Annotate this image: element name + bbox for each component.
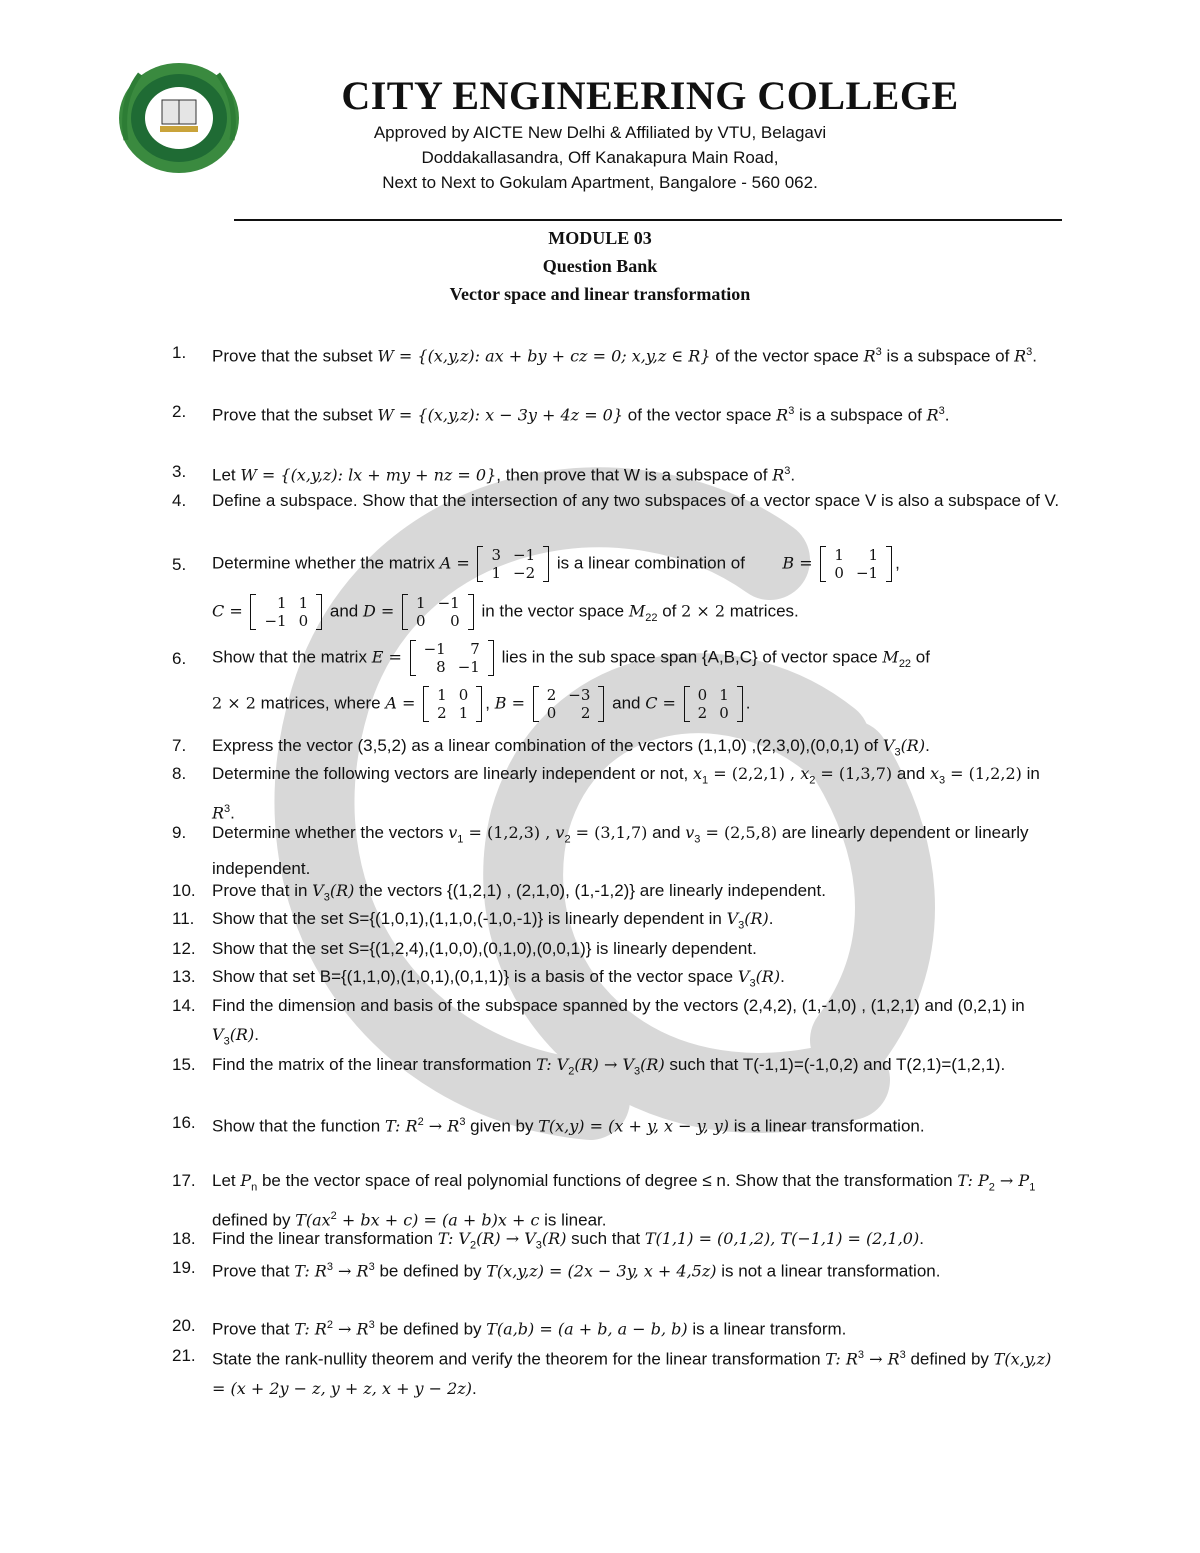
question-19: 19. Prove that T: $R^3 \to R^3$ be defined by T(x,y,z) = (2x − 3y, x + 4,5z) is not a linear transformation. [172, 1258, 941, 1281]
question-2: 2. Prove that the subset W = {(x,y,z): x − 3y + 4z = 0} of the vector space $R^3$ is a subspace of $R^3$. [172, 402, 950, 425]
question-20: 20. Prove that T: $R^2 \to R^3$ be defined by T(a,b) = (a + b, a − b, b) is a linear transform. [172, 1316, 847, 1339]
matrix-q5-a: 3 −1 1 −2 [477, 546, 549, 582]
question-17: 17. Let $P_n$ be the vector space of real polynomial functions of degree ≤ n. Show that the transformation T: $P_2 \to P_1$ defined by $T(ax^2$ + bx + c) = (a + b)x + c is linear. [172, 1171, 1036, 1231]
address-line-3: Next to Next to Gokulam Apartment, Bangalore - 560 062. [382, 173, 818, 192]
address-line-1: Approved by AICTE New Delhi & Affiliated by VTU, Belagavi [373, 123, 827, 142]
matrix-q5-c: 1 1 −1 0 [250, 594, 322, 630]
question-18: 18. Find the linear transformation T: $V_2(R) \to V_3(R)$ such that T(1,1) = (0,1,2), T(−1,1) = (2,1,0). [172, 1229, 924, 1252]
matrix-q5-b: 1 1 0 −1 [820, 546, 892, 582]
question-6: 6. Show that the matrix E = −1 7 8 −1 lies in the sub space span {A,B,C} of vector space $M_{22}$ of [172, 640, 930, 676]
subject-title: Vector space and linear transformation [449, 284, 751, 304]
matrix-q6-e: −1 7 8 −1 [410, 640, 494, 676]
matrix-q5-d: 1 −1 0 0 [402, 594, 474, 630]
question-4: 4. Define a subspace. Show that the intersection of any two subspaces of a vector space V is also a subspace of V. [172, 491, 1060, 510]
header-divider [234, 219, 1062, 221]
question-21: 21. State the rank-nullity theorem and verify the theorem for the linear transformation T: $R^3 \to R^3$ defined by T(x,y,z) = (x + 2y − z, y + z, x + y − 2z). [172, 1346, 1052, 1398]
question-8: 8. Determine the following vectors are linearly independent or not, $x_1 = (2,2,1)$ , $x_2 = (1,3,7)$ and $x_3 = (1,2,2)$ in $R^3$. [172, 764, 1040, 824]
question-12: 12. Show that the set S={(1,2,4),(1,0,0),(0,1,0),(0,0,1)} is linearly dependent. [172, 939, 757, 958]
question-13: 13. Show that set B={(1,1,0),(1,0,1),(0,1,1)} is a basis of the vector space $V_3(R)$. [172, 967, 785, 990]
matrix-q6-b: 2 −3 0 2 [533, 686, 605, 722]
address-line-2: Doddakallasandra, Off Kanakapura Main Road, [421, 148, 779, 167]
question-14: 14. Find the dimension and basis of the subspace spanned by the vectors (2,4,2), (1,-1,0) , (1,2,1) and (0,2,1) in $V_3(R)$. [172, 996, 1025, 1048]
question-11: 11. Show that the set S={(1,0,1),(1,1,0,(-1,0,-1)} is linearly dependent in $V_3(R)$. [172, 909, 774, 932]
question-6-continued: 2 × 2 matrices, where A = 1 0 2 1 , B = 2 −3 0 2 and C = 0 1 2 0 . [212, 686, 751, 722]
question-5-continued: C = 1 1 −1 0 and D = 1 −1 0 0 in the vector space $M_{22}$ of 2 × 2 matrices. [212, 594, 799, 630]
matrix-q6-c: 0 1 2 0 [684, 686, 743, 722]
question-10: 10. Prove that in $V_3(R)$ the vectors {(1,2,1) , (2,1,0), (1,-1,2)} are linearly independent. [172, 881, 826, 904]
question-7: 7. Express the vector (3,5,2) as a linear combination of the vectors (1,1,0) ,(2,3,0),(0,0,1) of $V_3(R)$. [172, 736, 930, 759]
question-9: 9. Determine whether the vectors $v_1 = (1,2,3)$ , $v_2 = (3,1,7)$ and $v_3 = (2,5,8)$ are linearly dependent or linearly independent. [172, 823, 1029, 879]
question-5: 5. Determine whether the matrix A = 3 −1 1 −2 is a linear combination of B = 1 1 0 −1 , [172, 546, 900, 582]
module-title: MODULE 03 [548, 228, 652, 248]
question-3: 3. Let W = {(x,y,z): lx + my + nz = 0}, then prove that W is a subspace of $R^3$. [172, 462, 796, 485]
college-name: CITY ENGINEERING COLLEGE [341, 73, 959, 118]
question-16: 16. Show that the function T: $R^2 \to R^3$ given by T(x,y) = (x + y, x − y, y) is a linear transformation. [172, 1113, 925, 1136]
question-15: 15. Find the matrix of the linear transformation T: $V_2(R) \to V_3(R)$ such that T(-1,1)=(-1,0,2) and T(2,1)=(1,2,1). [172, 1055, 1006, 1078]
question-bank-title: Question Bank [542, 256, 658, 276]
matrix-q6-a: 1 0 2 1 [423, 686, 482, 722]
question-1: 1. Prove that the subset W = {(x,y,z): ax + by + cz = 0; x,y,z ∈ R} of the vector space $R^3$ is a subspace of $R^3$. [172, 343, 1037, 366]
